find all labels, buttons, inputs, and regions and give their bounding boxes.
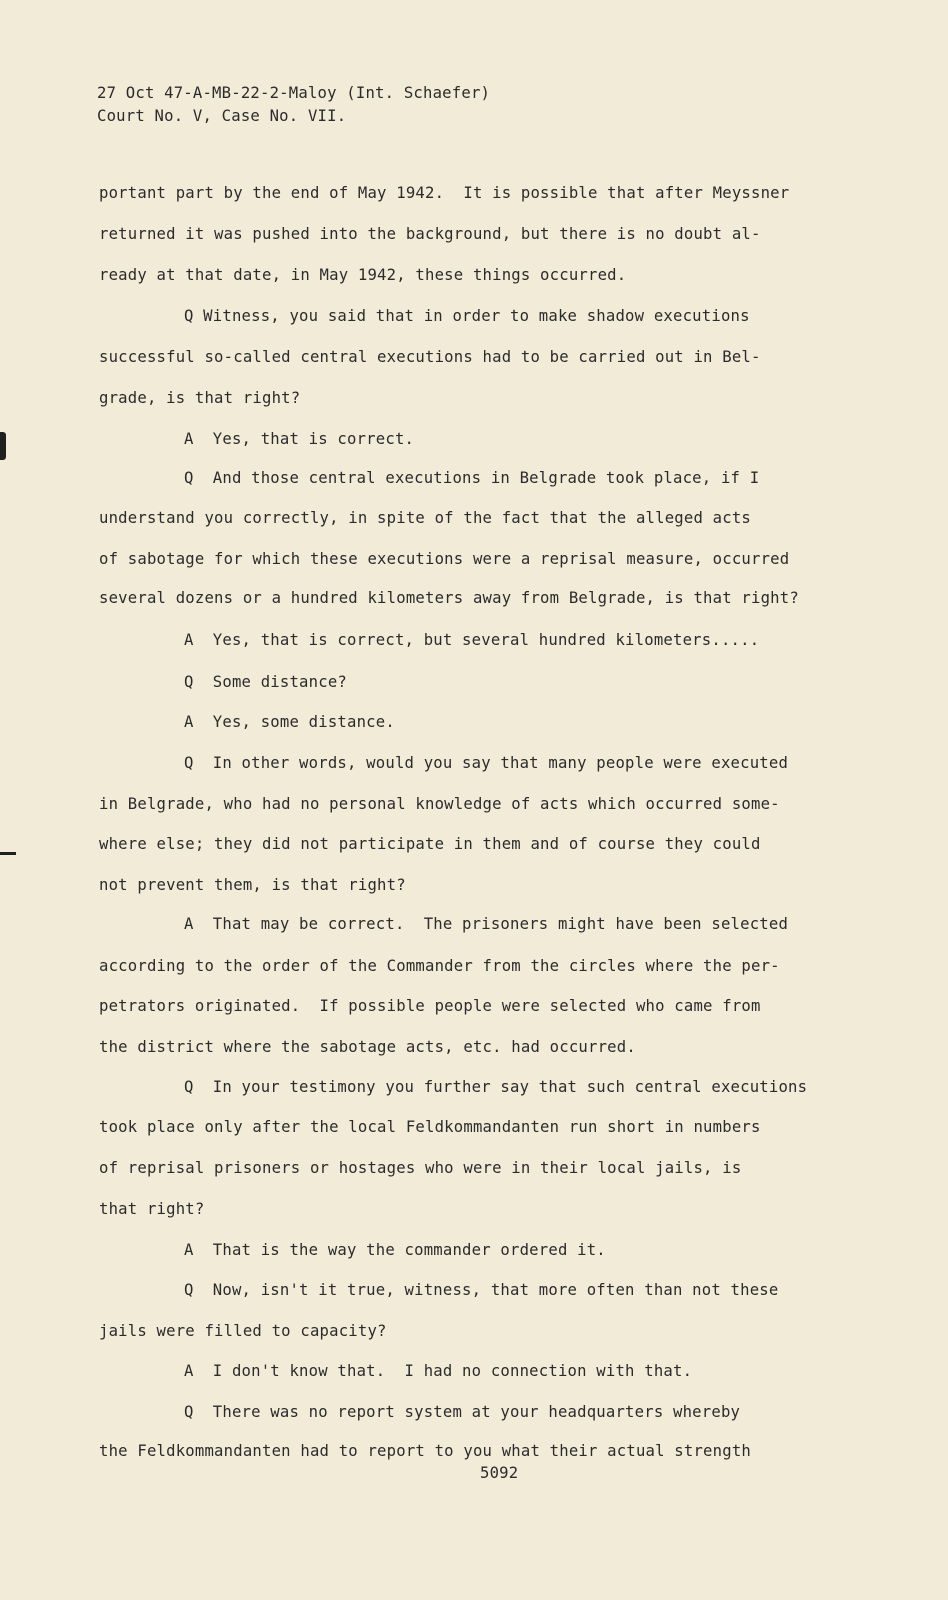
text-line: according to the order of the Commander from the circles where the per- [99, 957, 780, 975]
text-line: portant part by the end of May 1942. It is possible that after Meyssner [99, 184, 790, 202]
text-line: where else; they did not participate in them and of course they could [99, 835, 761, 853]
text-line: grade, is that right? [99, 389, 301, 407]
text-line: that right? [99, 1200, 205, 1218]
question-line: Q In other words, would you say that many people were executed [184, 754, 789, 772]
text-line: returned it was pushed into the background, but there is no doubt al- [99, 225, 761, 243]
binding-hole-mark [0, 432, 6, 460]
question-line: Q And those central executions in Belgrade took place, if I [184, 469, 760, 487]
question-line: Q Witness, you said that in order to make shadow executions [184, 307, 750, 325]
text-line: several dozens or a hundred kilometers away from Belgrade, is that right? [99, 589, 799, 607]
question-line: Q Some distance? [184, 673, 347, 691]
question-line: Q In your testimony you further say that such central executions [184, 1078, 808, 1096]
answer-line: A Yes, some distance. [184, 713, 395, 731]
text-line: the Feldkommandanten had to report to you what their actual strength [99, 1442, 751, 1460]
text-line: the district where the sabotage acts, etc. had occurred. [99, 1038, 636, 1056]
text-line: in Belgrade, who had no personal knowledge of acts which occurred some- [99, 795, 780, 813]
text-line: successful so-called central executions had to be carried out in Bel- [99, 348, 761, 366]
header-line-2: Court No. V, Case No. VII. [97, 107, 347, 125]
answer-line: A That may be correct. The prisoners might have been selected [184, 915, 789, 933]
question-line: Q Now, isn't it true, witness, that more often than not these [184, 1281, 779, 1299]
text-line: ready at that date, in May 1942, these things occurred. [99, 266, 627, 284]
text-line: of reprisal prisoners or hostages who were in their local jails, is [99, 1159, 742, 1177]
answer-line: A Yes, that is correct. [184, 430, 415, 448]
margin-tick-mark [0, 852, 16, 855]
page-number: 5092 [480, 1464, 519, 1482]
answer-line: A I don't know that. I had no connection with that. [184, 1362, 693, 1380]
answer-line: A That is the way the commander ordered it. [184, 1241, 606, 1259]
text-line: of sabotage for which these executions were a reprisal measure, occurred [99, 550, 790, 568]
header-line-1: 27 Oct 47-A-MB-22-2-Maloy (Int. Schaefer) [97, 84, 491, 102]
text-line: not prevent them, is that right? [99, 876, 406, 894]
text-line: understand you correctly, in spite of the fact that the alleged acts [99, 509, 751, 527]
text-line: jails were filled to capacity? [99, 1322, 387, 1340]
answer-line: A Yes, that is correct, but several hundred kilometers..... [184, 631, 760, 649]
text-line: took place only after the local Feldkommandanten run short in numbers [99, 1118, 761, 1136]
question-line: Q There was no report system at your headquarters whereby [184, 1403, 741, 1421]
text-line: petrators originated. If possible people were selected who came from [99, 997, 761, 1015]
